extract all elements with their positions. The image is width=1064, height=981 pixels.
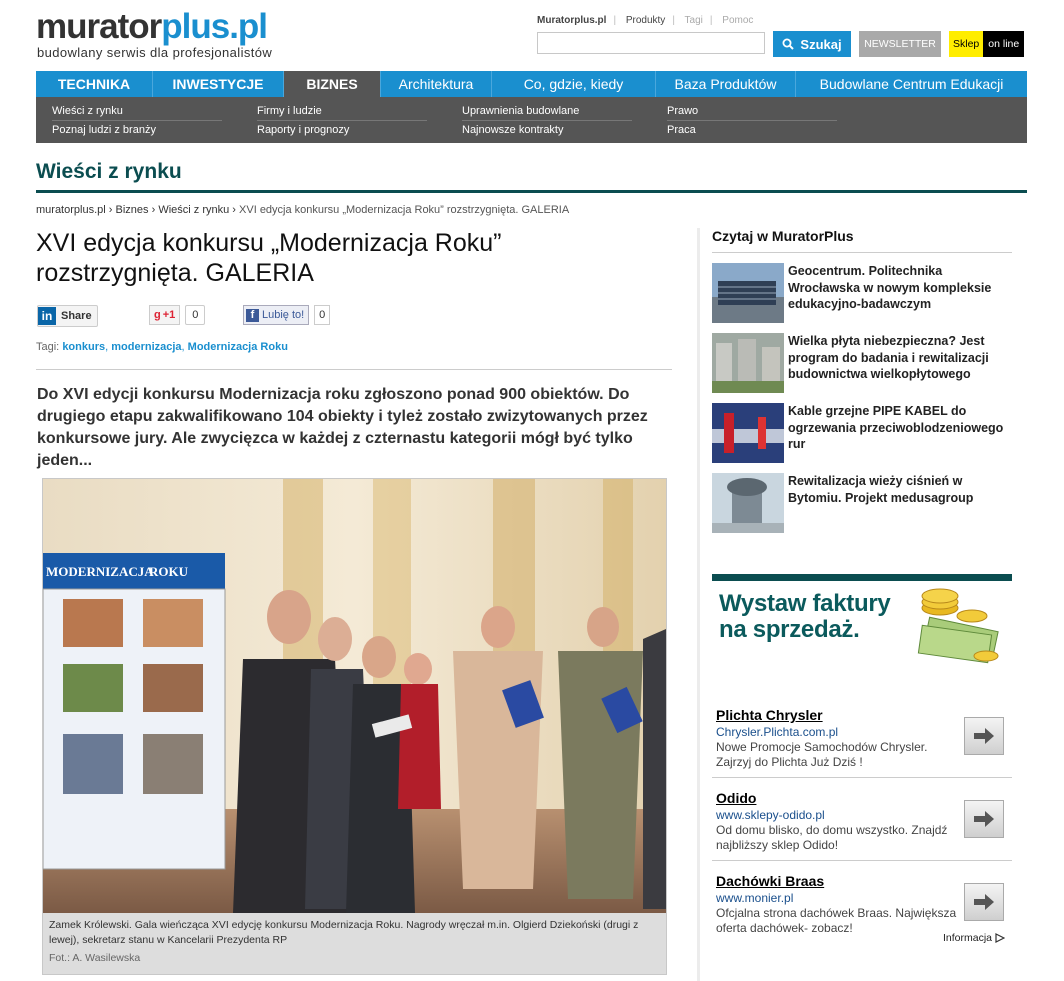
ad-title-3[interactable]: Dachówki Braas [716, 873, 825, 889]
toplink-muratorplus[interactable]: Muratorplus.pl [537, 15, 607, 26]
nav-tab-biznes[interactable]: BIZNES [284, 71, 381, 97]
logo-tagline: budowlany serwis dla profesjonalistów [37, 45, 273, 60]
breadcrumb-home[interactable]: muratorplus.pl [36, 204, 106, 216]
nav-tab-baza-produktow[interactable]: Baza Produktów [656, 71, 796, 97]
coins-money-icon [900, 586, 1012, 666]
photo-sign-left: MODERNIZACJA [46, 564, 154, 579]
search-button[interactable] [773, 31, 851, 57]
facebook-icon: f [246, 309, 259, 322]
google-plus-icon: g [154, 309, 161, 321]
ad-url-2[interactable]: www.sklepy-odido.pl [716, 808, 825, 822]
ad-url-1[interactable]: Chrysler.Plichta.com.pl [716, 725, 839, 739]
ad-desc-3: Ofcjalna strona dachówek Braas. Największa oferta dachówek- zobacz! [716, 906, 957, 935]
shop-label-a: Sklep [949, 31, 983, 57]
nav-tab-budowlane-centrum-edukacji[interactable]: Budowlane Centrum Edukacji [819, 76, 1004, 92]
related-article-4[interactable] [712, 473, 1012, 535]
related-thumb-2[interactable] [712, 333, 784, 393]
banner-line2: na sprzedaż. [719, 616, 860, 643]
ad-info-link[interactable] [943, 932, 1005, 944]
google-plus-count: 0 [185, 305, 205, 325]
subnav-najnowsze-kontrakty[interactable]: Najnowsze kontrakty [462, 124, 564, 136]
nav-tab-architektura[interactable]: Architektura [381, 71, 492, 97]
site-logo[interactable] [36, 8, 272, 60]
main-nav [36, 71, 1027, 97]
factoring-banner[interactable] [712, 574, 1012, 674]
search-button-label: Szukaj [800, 36, 842, 52]
ad-arrow-button-2[interactable] [964, 800, 1004, 838]
logo-part1: murator [36, 7, 162, 46]
linkedin-share-label: Share [61, 310, 92, 322]
facebook-like-button[interactable] [243, 305, 330, 325]
article-photo-box [42, 478, 667, 975]
ad-desc-1: Nowe Promocje Samochodów Chrysler. Zajrzyj do Plichta Już Dziś ! [716, 740, 928, 769]
subnav-prawo[interactable]: Prawo [667, 102, 837, 121]
section-title: Wieści z rynku [36, 160, 182, 183]
ad-arrow-button-3[interactable] [964, 883, 1004, 921]
nav-tab-technika[interactable]: TECHNIKA [36, 71, 153, 97]
related-article-1[interactable] [712, 263, 1012, 325]
breadcrumb-wiesci[interactable]: Wieści z rynku [158, 204, 230, 216]
arrow-right-icon [972, 893, 996, 911]
newsletter-button[interactable]: NEWSLETTER [859, 31, 941, 57]
ad-info-label: Informacja [943, 932, 993, 944]
banner-line1: Wystaw faktury [719, 590, 891, 617]
ad-url-3[interactable]: www.monier.pl [716, 891, 794, 905]
photo-sign-right: ROKU [149, 564, 188, 579]
toplink-produkty[interactable]: Produkty [625, 15, 666, 26]
nav-tab-inwestycje[interactable]: INWESTYCJE [153, 71, 284, 97]
facebook-like-label: Lubię to! [262, 309, 305, 321]
ad-title-2[interactable]: Odido [716, 790, 757, 806]
ad-title-1[interactable]: Plichta Chrysler [716, 707, 823, 723]
tags: Tagi: konkurs, modernizacja, Modernizacja Roku [36, 341, 288, 353]
related-title-3[interactable]: Kable grzejne PIPE KABEL do ogrzewania przeciwoblodzeniowego rur [788, 404, 1004, 451]
sub-nav [36, 97, 1027, 143]
subnav-raporty-i-prognozy[interactable]: Raporty i prognozy [257, 124, 350, 136]
google-plus-button[interactable] [149, 305, 205, 325]
related-title-2[interactable]: Wielka płyta niebezpieczna? Jest program do badania i rewitalizacji budownictwa wielkopłytowego [788, 334, 989, 381]
linkedin-share-button[interactable] [37, 305, 98, 327]
lead-divider [36, 369, 672, 370]
sidebar-separator [697, 228, 700, 981]
related-thumb-1[interactable] [712, 263, 784, 323]
tags-label: Tagi: [36, 341, 60, 353]
related-article-2[interactable] [712, 333, 1012, 395]
banner-text [719, 591, 890, 643]
ad-desc-2: Od domu blisko, do domu wszystko. Znajdź najbliższy sklep Odido! [716, 823, 948, 852]
tag-konkurs[interactable]: konkurs [62, 341, 106, 353]
adchoices-icon [995, 933, 1005, 943]
subnav-poznaj-ludzi[interactable]: Poznaj ludzi z branży [52, 124, 156, 136]
ad-divider [712, 860, 1012, 861]
tag-modernizacja-roku[interactable]: Modernizacja Roku [187, 341, 288, 353]
article-lead: Do XVI edycji konkursu Modernizacja roku zgłoszono ponad 900 obiektów. Do drugiego etapu zakwalifikowano 104 obiekty i tyleż zostało zwizytowanych przez konkursowe jury. Ale zwycięzca w każdej z czternastu kategorii mógł być tylko jeden... [37, 386, 648, 469]
photo-caption: Zamek Królewski. Gala wieńcząca XVI edycję konkursu Modernizacja Roku. Nagrody wręczał m.in. Olgierd Dziekoński (drugi z lewej), sekretarz stanu w Kancelarii Prezydenta RP [49, 919, 639, 946]
subnav-firmy-i-ludzie[interactable]: Firmy i ludzie [257, 102, 427, 121]
top-links: Muratorplus.pl | Produkty | Tagi | Pomoc [537, 15, 754, 26]
breadcrumb-biznes[interactable]: Biznes [115, 204, 149, 216]
toplink-pomoc[interactable]: Pomoc [722, 15, 754, 26]
related-title-1[interactable]: Geocentrum. Politechnika Wrocławska w nowym kompleksie edukacyjno-badawczym [788, 264, 992, 311]
arrow-right-icon [972, 727, 996, 745]
ad-odido[interactable] [712, 790, 1012, 870]
subnav-praca[interactable]: Praca [667, 124, 696, 136]
ad-divider [712, 777, 1012, 778]
search-icon [782, 38, 794, 50]
google-plus-label: +1 [162, 309, 176, 321]
sidebar-heading-divider [712, 252, 1012, 253]
shop-label-b: on line [983, 31, 1024, 57]
nav-tab-co-gdzie-kiedy[interactable]: Co, gdzie, kiedy [492, 71, 656, 97]
subnav-uprawnienia-budowlane[interactable]: Uprawnienia budowlane [462, 102, 632, 121]
shop-online-button[interactable] [949, 31, 1024, 57]
search-input[interactable] [537, 32, 765, 54]
sidebar-heading: Czytaj w MuratorPlus [712, 228, 854, 244]
related-thumb-4[interactable] [712, 473, 784, 533]
ad-plichta-chrysler[interactable] [712, 707, 1012, 787]
linkedin-icon: in [38, 307, 56, 325]
photo-credit: Fot.: A. Wasilewska [49, 952, 141, 964]
article-title: XVI edycja konkursu „Modernizacja Roku” rozstrzygnięta. GALERIA [36, 229, 502, 287]
subnav-wiesci-z-rynku[interactable]: Wieści z rynku [52, 102, 222, 121]
breadcrumb: muratorplus.pl › Biznes › Wieści z rynku › XVI edycja konkursu „Modernizacja Roku” rozstrzygnięta. GALERIA [36, 204, 570, 216]
related-article-3[interactable] [712, 403, 1012, 465]
toplink-tagi[interactable]: Tagi [684, 15, 703, 26]
facebook-like-count: 0 [314, 305, 330, 325]
article-photo[interactable] [43, 479, 666, 913]
breadcrumb-current: XVI edycja konkursu „Modernizacja Roku” rozstrzygnięta. GALERIA [239, 204, 570, 216]
related-thumb-3[interactable] [712, 403, 784, 463]
arrow-right-icon [972, 810, 996, 828]
section-divider [36, 190, 1027, 193]
tag-modernizacja[interactable]: modernizacja [111, 341, 182, 353]
related-title-4[interactable]: Rewitalizacja wieży ciśnień w Bytomiu. Projekt medusagroup [788, 474, 974, 505]
logo-part2: plus.pl [161, 7, 268, 46]
ad-arrow-button-1[interactable] [964, 717, 1004, 755]
